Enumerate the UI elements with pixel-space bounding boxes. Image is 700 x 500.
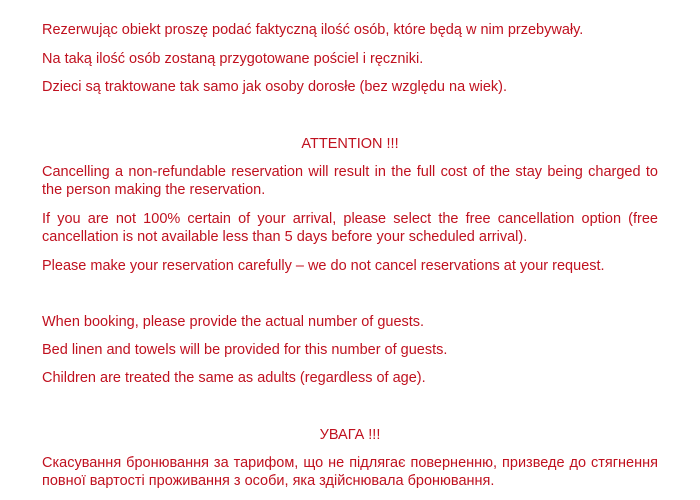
english-para-linens: Bed linen and towels will be provided for this number of guests. (42, 342, 448, 358)
polish-line-guest-count: Rezerwując obiekt proszę podać faktyczną ilość osób, które będą w nim przebywały. (42, 22, 584, 38)
ukrainian-para-cancellation-charge: Скасування бронювання за тарифом, що не підлягає поверненню, призведе до стягнення повної вартості проживання з особи, яка здійснювала бронювання. (42, 455, 658, 489)
polish-line-linens: Na taką ilość osób zostaną przygotowane pościel i ręczniki. (42, 51, 424, 67)
ukrainian-heading: УВАГА !!! (319, 427, 381, 443)
english-para-guest-count: When booking, please provide the actual number of guests. (42, 314, 425, 330)
english-para-careful-booking: Please make your reservation carefully – we do not cancel reservations at your request. (42, 258, 605, 274)
polish-line-children: Dzieci są traktowane tak samo jak osoby dorosłe (bez względu na wiek). (42, 79, 508, 95)
english-para-cancellation-charge: Cancelling a non-refundable reservation will result in the full cost of the stay being charged to the person making the reservation. (42, 164, 658, 198)
english-para-children: Children are treated the same as adults (regardless of age). (42, 370, 426, 386)
attention-heading: ATTENTION !!! (301, 136, 399, 152)
english-para-free-cancellation: If you are not 100% certain of your arrival, please select the free cancellation option (free cancellation is not available less than 5 days before your scheduled arrival). (42, 211, 658, 245)
